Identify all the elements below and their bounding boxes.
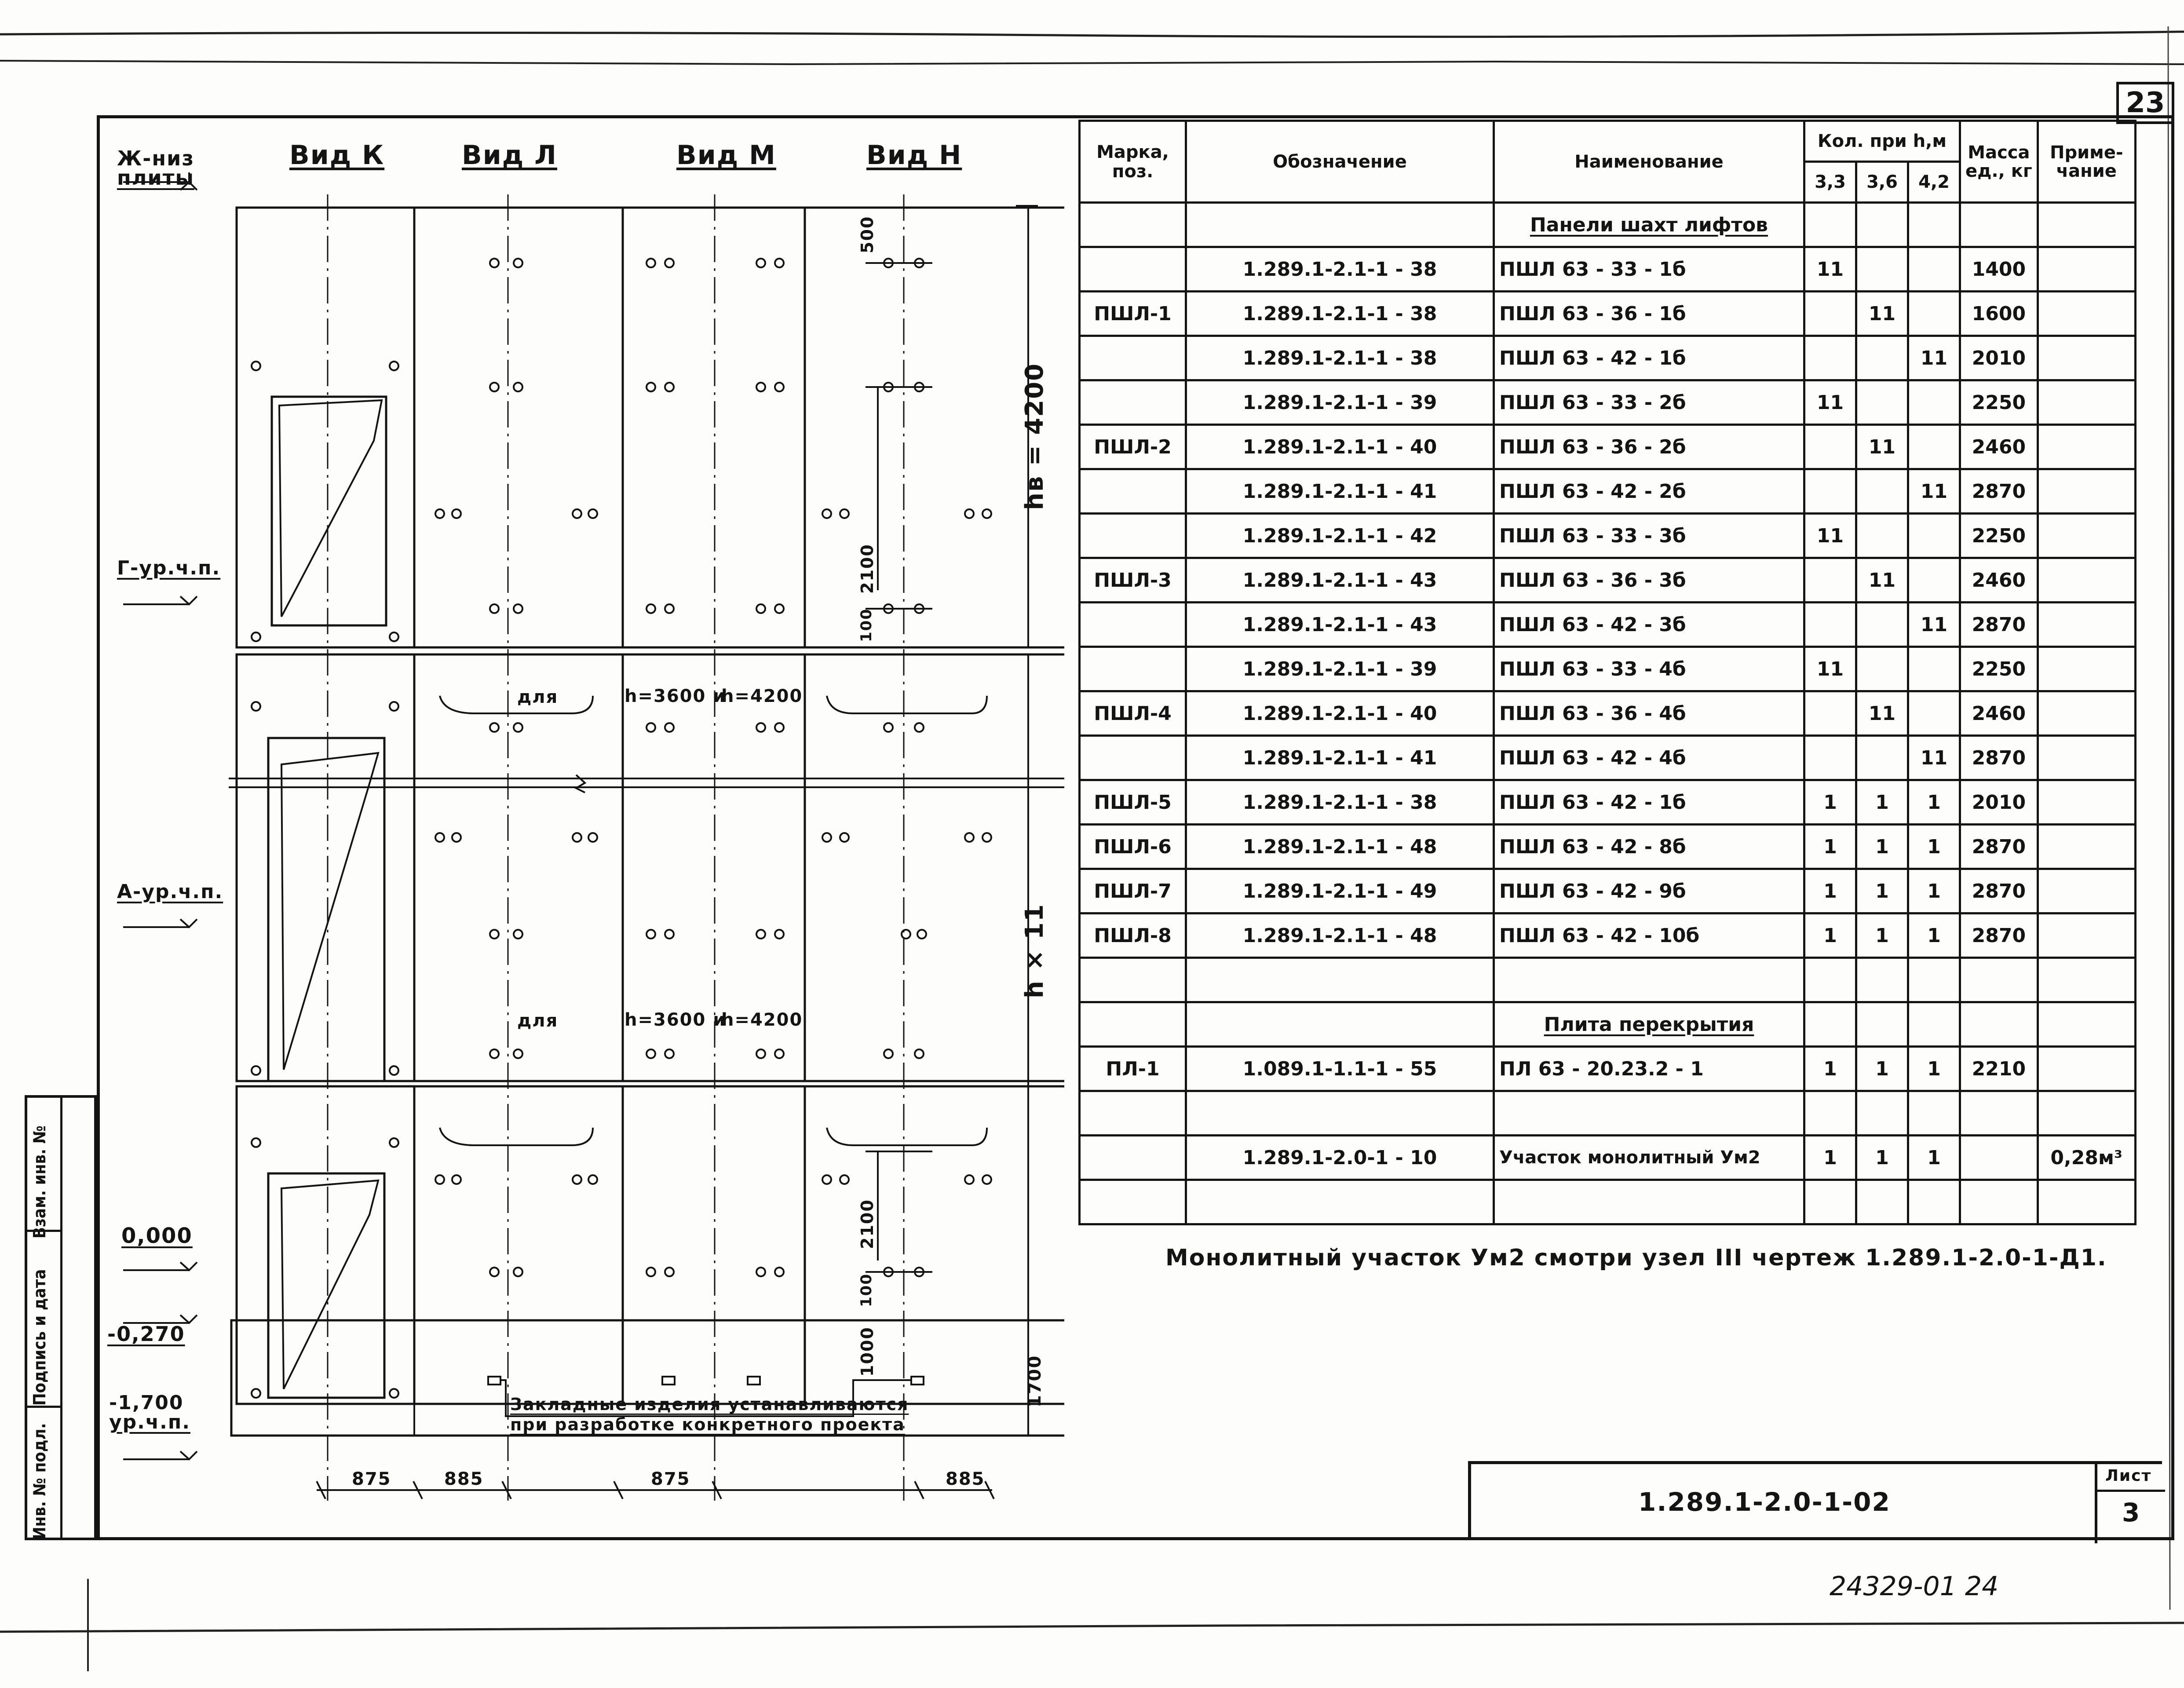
note-for: для xyxy=(517,687,559,707)
note-h4200: h=4200 xyxy=(721,686,803,706)
level-minus-1700-line2: ур.ч.п. xyxy=(109,1411,190,1433)
dim-hx11: h × 11 xyxy=(1020,903,1049,998)
header-qty: Кол. при h,м xyxy=(1804,121,1960,162)
table-row: ПШЛ-8 1.289.1-2.1-1 - 48 ПШЛ 63 - 42 - 10б 1 1 1 2870 xyxy=(1080,913,2136,958)
level-slab-bottom-line2: плиты xyxy=(117,166,194,190)
note-embedded-line1: Закладные изделия устанавливаются xyxy=(510,1395,909,1414)
dim-hb: hв = 4200 xyxy=(1020,362,1049,510)
level-a: А-ур.ч.п. xyxy=(117,881,223,903)
side-approval-strip xyxy=(25,1095,97,1540)
panel-upper xyxy=(237,208,1064,647)
table-row: ПШЛ-3 1.289.1-2.1-1 - 43 ПШЛ 63 - 36 - 3б 11 2460 xyxy=(1080,558,2136,603)
table-row: ПШЛ-2 1.289.1-2.1-1 - 40 ПШЛ 63 - 36 - 2б 11 2460 xyxy=(1080,425,2136,469)
note-h3600-lower: h=3600 и xyxy=(625,1010,727,1030)
note-embedded xyxy=(510,1394,909,1435)
table-row: 1.289.1-2.1-1 - 38 ПШЛ 63 - 33 - 1б 11 1400 xyxy=(1080,247,2136,292)
note-h3600: h=3600 и xyxy=(625,686,727,706)
title-block xyxy=(1468,1461,2162,1540)
header-mass: Масса ед., кг xyxy=(1960,121,2038,203)
note-for-lower: для xyxy=(517,1011,559,1031)
note-h4200-lower: h=4200 xyxy=(721,1010,803,1030)
view-m-label: Вид М xyxy=(676,140,776,171)
level-slab-bottom-line1: Ж-низ xyxy=(117,146,195,170)
header-designation: Обозначение xyxy=(1186,121,1494,203)
header-mark: Марка, поз. xyxy=(1080,121,1186,203)
side-strip-inv-no: Инв. № подл. xyxy=(30,1423,49,1539)
level-g: Г-ур.ч.п. xyxy=(117,557,221,579)
section-shaft-panels: Панели шахт лифтов xyxy=(1530,213,1768,236)
level-minus-1700 xyxy=(109,1393,190,1432)
table-row: 1.289.1-2.1-1 - 41 ПШЛ 63 - 42 - 2б 11 2870 xyxy=(1080,469,2136,514)
view-k-label: Вид К xyxy=(289,140,385,171)
dim-875-b: 875 xyxy=(651,1469,690,1489)
sheet-number: 3 xyxy=(2122,1498,2141,1527)
level-minus-0270: -0,270 xyxy=(107,1322,185,1346)
note-monolithic: Монолитный участок Ум2 смотри узел III чертеж 1.289.1-2.0-1-Д1. xyxy=(1165,1245,2107,1271)
table-row: ПШЛ-6 1.289.1-2.1-1 - 48 ПШЛ 63 - 42 - 8б 1 1 1 2870 xyxy=(1080,825,2136,869)
elevation-drawing xyxy=(97,115,1064,1536)
dim-885-b: 885 xyxy=(946,1469,985,1489)
dim-1000: 1000 xyxy=(858,1326,877,1377)
sheet-label: Лист xyxy=(2105,1467,2152,1485)
sheet-box xyxy=(2095,1464,2165,1543)
header-h36: 3,6 xyxy=(1856,162,1908,203)
view-l-label: Вид Л xyxy=(462,140,557,171)
archive-number: 24329-01 24 xyxy=(1830,1571,1999,1602)
table-row: ПШЛ-5 1.289.1-2.1-1 - 38 ПШЛ 63 - 42 - 1б 1 1 1 2010 xyxy=(1080,780,2136,825)
dim-1700: 1700 xyxy=(1025,1355,1045,1407)
dim-2100-lower: 2100 xyxy=(858,1199,877,1249)
dim-2100: 2100 xyxy=(858,544,877,594)
level-slab-bottom xyxy=(117,146,195,190)
table-row-slab: ПЛ-1 1.089.1-1.1-1 - 55 ПЛ 63 - 20.23.2 - 1 1 1 1 2210 xyxy=(1080,1047,2136,1091)
view-n-label: Вид Н xyxy=(866,140,962,171)
table-row: ПШЛ-4 1.289.1-2.1-1 - 40 ПШЛ 63 - 36 - 4б 11 2460 xyxy=(1080,691,2136,736)
note-embedded-line2: при разработке конкретного проекта xyxy=(510,1415,905,1434)
header-h33: 3,3 xyxy=(1804,162,1856,203)
dim-885-a: 885 xyxy=(444,1469,484,1489)
side-strip-replacement: Взам. инв. № xyxy=(30,1125,49,1239)
table-row: 1.289.1-2.1-1 - 39 ПШЛ 63 - 33 - 2б 11 2250 xyxy=(1080,380,2136,425)
section-slab: Плита перекрытия xyxy=(1544,1013,1754,1036)
dim-500: 500 xyxy=(858,216,877,253)
table-row: ПШЛ-7 1.289.1-2.1-1 - 49 ПШЛ 63 - 42 - 9б 1 1 1 2870 xyxy=(1080,869,2136,913)
table-row: 1.289.1-2.1-1 - 43 ПШЛ 63 - 42 - 3б 11 2870 xyxy=(1080,603,2136,647)
table-rows xyxy=(1080,247,2136,958)
table-row: 1.289.1-2.1-1 - 41 ПШЛ 63 - 42 - 4б 11 2870 xyxy=(1080,736,2136,780)
specification-table xyxy=(1078,120,2137,1225)
document-code: 1.289.1-2.0-1-02 xyxy=(1638,1487,1891,1517)
side-strip-signature: Подпись и дата xyxy=(30,1269,49,1406)
dim-100-lower: 100 xyxy=(858,1273,875,1307)
dim-100: 100 xyxy=(858,608,875,642)
door-opening-lower xyxy=(268,1173,384,1398)
table-row: 1.289.1-2.1-1 - 39 ПШЛ 63 - 33 - 4б 11 2250 xyxy=(1080,647,2136,691)
table-row: ПШЛ-1 1.289.1-2.1-1 - 38 ПШЛ 63 - 36 - 1б 11 1600 xyxy=(1080,292,2136,336)
table-row: 1.289.1-2.1-1 - 42 ПШЛ 63 - 33 - 3б 11 2250 xyxy=(1080,514,2136,558)
panel-lower xyxy=(237,1086,1064,1404)
dim-875-a: 875 xyxy=(352,1469,391,1489)
table-row-monolithic: 1.289.1-2.0-1 - 10 Участок монолитный Ум2 1 1 1 0,28м³ xyxy=(1080,1136,2136,1180)
level-minus-1700-line1: -1,700 xyxy=(109,1392,184,1414)
header-note: Приме- чание xyxy=(2038,121,2135,203)
level-zero: 0,000 xyxy=(121,1224,193,1248)
page-number: 23 xyxy=(2116,82,2174,124)
table-row: 1.289.1-2.1-1 - 38 ПШЛ 63 - 42 - 1б 11 2010 xyxy=(1080,336,2136,380)
header-name: Наименование xyxy=(1494,121,1804,203)
header-h42: 4,2 xyxy=(1908,162,1960,203)
